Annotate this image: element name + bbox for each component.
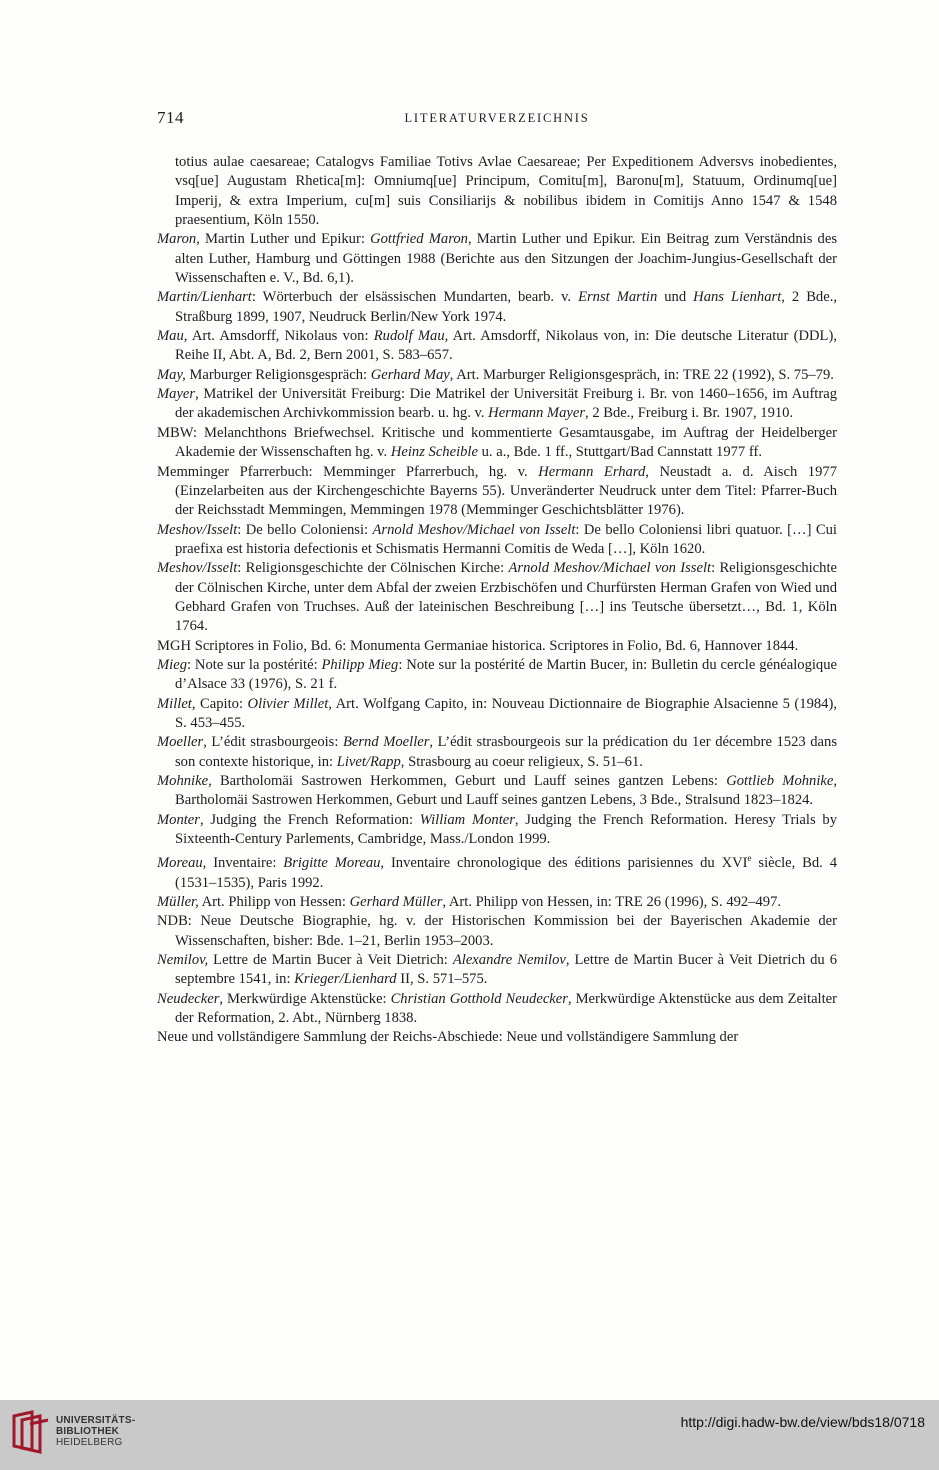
entry-italic-text: Mau, xyxy=(157,328,188,345)
entry-text: , Bartholomäi Sastrowen Herkommen, Geburt und Lauff seines gantzen Lebens: xyxy=(208,773,727,789)
entry-italic-text: Moeller xyxy=(157,734,204,751)
library-name-line: BIBLIOTHEK xyxy=(56,1426,120,1437)
entry-italic-text: Philipp Mieg xyxy=(321,656,399,673)
entry-text: , Bartholomäi Sastrowen Herkommen, Geburt und Lauff seines gantzen Lebens, 3 Bde., Stralsund 1823–1824. xyxy=(175,773,837,809)
entry-italic-text: Meshov/Isselt xyxy=(157,560,238,577)
entry-text: siècle, Bd. 4 (1531–1535), Paris 1992. xyxy=(175,855,837,891)
library-name xyxy=(56,1415,135,1448)
bibliography-entry xyxy=(157,230,837,288)
entry-text: , Art. Philipp von Hessen, in: TRE 26 (1996), S. 492–497. xyxy=(442,893,782,910)
entry-italic-text: William Monter xyxy=(419,811,515,828)
entry-italic-text: Meshov/Isselt xyxy=(157,521,238,538)
entry-text: Martin Luther und Epikur: xyxy=(199,231,371,248)
viewer-footer xyxy=(0,1400,939,1470)
entry-italic-text: Gottfried Maron xyxy=(370,231,468,248)
bibliography-entry xyxy=(157,893,837,912)
entry-text: : Wörterbuch der elsässischen Mundarten, bearb. v. xyxy=(251,289,579,306)
entry-text: e xyxy=(747,853,752,864)
entry-text: , Merkwürdige Aktenstücke aus dem Zeitalter der Reformation, 2. Abt., Nürnberg 1838. xyxy=(175,990,837,1026)
entry-text: , Strasbourg au coeur religieux, S. 51–61. xyxy=(400,753,643,770)
entry-text: : De bello Coloniensi libri quatuor. […] Cui praefixa est historia defectionis et Schismatis Hermanni Comitis de Weda […], Köln 1620. xyxy=(175,521,837,557)
bibliography-entry xyxy=(157,695,837,734)
entry-italic-text: May, xyxy=(157,366,186,383)
entry-text: , L’édit strasbourgeois: xyxy=(203,734,343,751)
entry-text: , Art. Wolfgang Capito, in: Nouveau Dictionnaire de Biographie Alsacienne 5 (1984), S. 453–455. xyxy=(175,695,837,731)
entry-italic-text: Monter xyxy=(157,811,200,828)
entry-text: , Neustadt a. d. Aisch 1977 (Einzelarbeiten aus der Kirchengeschichte Bayerns 55). Unveränderter Neudruck unter dem Titel: Pfarrer-Buch der Reichsstadt Memmingen, Memmingen 1978 (Memminger Geschichtsblätter 1976). xyxy=(175,463,837,519)
bibliography-entry xyxy=(157,559,837,636)
entry-text: , Inventaire chronologique des éditions parisiennes du XVI xyxy=(380,855,748,872)
ub-heidelberg-logo-icon[interactable] xyxy=(10,1410,54,1454)
entry-text: Art. Philipp von Hessen: xyxy=(198,893,350,910)
entry-text: II, S. 571–575. xyxy=(396,971,488,988)
entry-italic-text: Hans Lienhart xyxy=(693,289,782,306)
library-name-line: HEIDELBERG xyxy=(56,1437,123,1448)
entry-text: : Note sur la postérité de Martin Bucer, in: Bulletin du cercle généalogique d’Alsace 33 (1976), S. 21 f. xyxy=(175,656,837,693)
entry-italic-text: Bernd Moeller xyxy=(342,734,430,751)
entry-text: NDB: Neue Deutsche Biographie, hg. v. der Historischen Kommission bei der Bayerischen Akademie der Wissenschaften, bisher: Bde. 1–21, Berlin 1953–2003. xyxy=(157,913,837,949)
entry-text: totius aulae caesareae; Catalogvs Familiae Totivs Avlae Caesareae; Per Expeditionem Adversvs inobedientes, vsq[ue] Augustam Rhetica[m]: Omniumq[ue] Principum, Comitu[m], Baronu[m], Statuum, Ordinumq[ue] Imperij, & extra Imperium, cu[m] suis Consiliarijs & nobilibus ibidem in Comitijs Anno 1547 & 1548 praesentium, Köln 1550. xyxy=(175,154,837,229)
entry-text: : Religionsgeschichte der Cölnischen Kirche: xyxy=(237,560,509,577)
entry-italic-text: Christian Gotthold Neudecker xyxy=(390,990,568,1007)
entry-italic-text: Millet xyxy=(157,695,192,712)
entry-text: , Capito: xyxy=(191,695,248,712)
bibliography-entry xyxy=(157,951,837,990)
library-name-line: UNIVERSITÄTS- xyxy=(56,1415,136,1426)
entry-italic-text: Nemilov, xyxy=(157,951,209,968)
entry-italic-text: Ernst Martin xyxy=(578,289,658,306)
entry-italic-text: Müller, xyxy=(157,893,199,910)
entry-text: , Art. Marburger Religionsgespräch, in: TRE 22 (1992), S. 75–79. xyxy=(449,366,834,383)
entry-italic-text: Alexandre Nemilov xyxy=(452,951,566,968)
entry-text: , Lettre de Martin Bucer à Veit Dietrich du 6 septembre 1541, in: xyxy=(175,951,837,988)
entry-text: : De bello Coloniensi: xyxy=(237,521,373,538)
entry-italic-text: Hermann Erhard xyxy=(538,463,646,480)
entry-text: Memminger Pfarrerbuch: Memminger Pfarrerbuch, hg. v. xyxy=(157,463,539,480)
bibliography-entry xyxy=(157,811,837,850)
entry-text: Neue und vollständigere Sammlung der Reichs-Abschiede: Neue und vollständigere Sammlung der xyxy=(157,1029,739,1046)
bibliography-entry xyxy=(157,849,837,893)
entry-italic-text: Gerhard Müller xyxy=(349,893,443,910)
bibliography-entry xyxy=(157,385,837,424)
entry-text: und xyxy=(657,289,694,306)
entry-italic-text: Martin/Lienhart xyxy=(157,289,252,306)
bibliography-entry xyxy=(157,153,837,230)
entry-italic-text: Olivier Millet xyxy=(247,695,329,712)
running-head xyxy=(157,108,837,132)
entry-italic-text: Livet/Rapp xyxy=(336,753,401,770)
entry-italic-text: Moreau, xyxy=(157,855,207,872)
page-url[interactable]: http://digi.hadw-bw.de/view/bds18/0718 xyxy=(680,1414,925,1430)
entry-text: , Judging the French Reformation. Heresy Trials by Sixteenth-Century Parlements, Cambridge, Mass./London 1999. xyxy=(175,811,837,848)
bibliography-entry xyxy=(157,912,837,951)
bibliography-list xyxy=(157,153,837,1048)
entry-italic-text: Neudecker xyxy=(157,990,220,1007)
bibliography-entry xyxy=(157,990,837,1029)
entry-text: : Note sur la postérité: xyxy=(187,656,322,673)
entry-italic-text: Gottlieb Mohnike xyxy=(726,773,834,789)
entry-italic-text: Gerhard May xyxy=(370,366,450,383)
entry-text: , Merkwürdige Aktenstücke: xyxy=(219,990,391,1007)
bibliography-entry xyxy=(157,733,837,772)
entry-italic-text: Brigitte Moreau xyxy=(283,855,381,872)
entry-text: Marburger Religionsgespräch: xyxy=(185,366,371,383)
entry-text: , Art. Amsdorff, Nikolaus von, in: Die deutsche Literatur (DDL), Reihe II, Abt. A, Bd. 2, Bern 2001, S. 583–657. xyxy=(175,328,837,364)
bibliography-entry xyxy=(157,424,837,463)
page-number: 714 xyxy=(157,108,184,127)
bibliography-entry xyxy=(157,656,837,695)
entry-text: : Religionsgeschichte der Cölnischen Kirche, unter dem Abfal der zweien Erzbischöfen und Churfürsten Herman Grafen von Wied und Gebhard Grafen von Truchses. Auß der lateinischen Beschreibung […] ins Teutsche übersetzt…, Bd. 1, Köln 1764. xyxy=(175,560,837,635)
entry-italic-text: Krieger/Lienhard xyxy=(294,971,397,988)
entry-text: u. a., Bde. 1 ff., Stuttgart/Bad Cannstatt 1977 ff. xyxy=(477,444,762,461)
entry-italic-text: Heinz Scheible xyxy=(390,444,478,461)
entry-italic-text: Arnold Meshov/Michael von Isselt xyxy=(508,560,712,577)
bibliography-entry xyxy=(157,772,837,811)
entry-italic-text: Mohnike xyxy=(157,773,209,789)
entry-text: , L’édit strasbourgeois sur la prédication du 1er décembre 1523 dans son contexte historique, in: xyxy=(175,734,838,770)
bibliography-entry xyxy=(157,521,837,560)
entry-text: , Judging the French Reformation: xyxy=(199,811,420,828)
entry-text: MGH Scriptores in Folio, Bd. 6: Monumenta Germaniae historica. Scriptores in Folio, Bd. 6, Hannover 1844. xyxy=(157,637,799,654)
entry-text: , 2 Bde., Freiburg i. Br. 1907, 1910. xyxy=(585,405,794,422)
bibliography-entry xyxy=(157,366,837,385)
entry-italic-text: Mayer xyxy=(157,386,196,403)
entry-text: MBW: Melanchthons Briefwechsel. Kritische und kommentierte Gesamtausgabe, im Auftrag der Heidelberger Akademie der Wissenschaften hg. v. xyxy=(157,424,837,461)
entry-italic-text: Rudolf Mau xyxy=(373,328,445,345)
entry-text: Lettre de Martin Bucer à Veit Dietrich: xyxy=(208,951,453,968)
entry-italic-text: Arnold Meshov/Michael von Isselt xyxy=(372,521,576,538)
entry-text: , 2 Bde., Straßburg 1899, 1907, Neudruck Berlin/New York 1974. xyxy=(175,289,838,325)
running-title: LITERATURVERZEICHNIS xyxy=(404,111,590,125)
entry-italic-text: Mieg xyxy=(157,656,187,673)
bibliography-entry xyxy=(157,463,837,521)
bibliography-entry xyxy=(157,1028,837,1047)
entry-text: , Martin Luther und Epikur. Ein Beitrag zum Verständnis des alten Luther, Hamburg und Göttingen 1988 (Berichte aus den Sitzungen der Joachim-Jungius-Gesellschaft der Wissenschaften e. V., Bd. 6,1). xyxy=(175,231,838,287)
entry-text: Inventaire: xyxy=(206,855,284,872)
entry-italic-text: Hermann Mayer xyxy=(488,405,586,422)
bibliography-entry xyxy=(157,637,837,656)
entry-text: , Matrikel der Universität Freiburg: Die Matrikel der Universität Freiburg i. Br. von 1460–1656, im Auftrag der akademischen Archivkommission bearb. u. hg. v. xyxy=(175,386,837,422)
entry-italic-text: Maron, xyxy=(157,231,200,248)
bibliography-entry xyxy=(157,327,837,366)
entry-text: Art. Amsdorff, Nikolaus von: xyxy=(187,328,374,345)
bibliography-entry xyxy=(157,288,837,327)
